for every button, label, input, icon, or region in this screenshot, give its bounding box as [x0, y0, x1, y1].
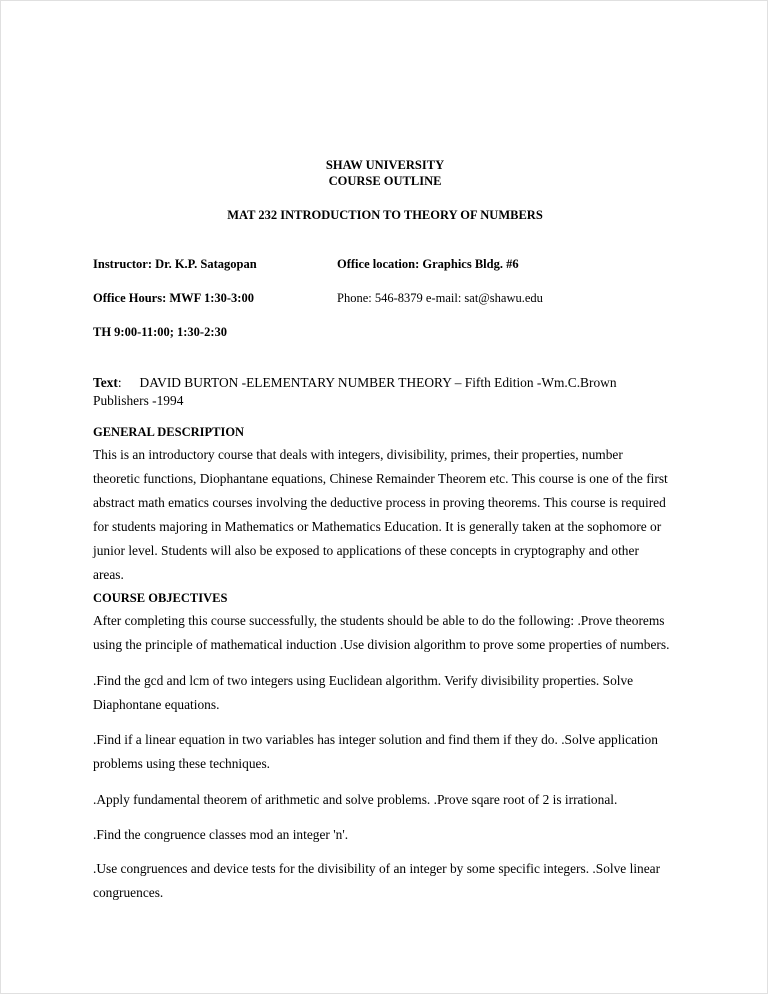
paragraph-line: .Use congruences and device tests for the divisibility of an integer by some specific integers. .Solve linear	[93, 861, 661, 876]
office-hours: Office Hours: MWF 1:30-3:00	[93, 291, 254, 305]
objectives-paragraph-5: .Find the congruence classes mod an integer 'n'.	[93, 827, 349, 842]
general-description-heading: GENERAL DESCRIPTION	[93, 425, 245, 439]
objectives-paragraph-3	[93, 728, 689, 776]
paragraph-line: This is an introductory course that deals with integers, divisibility, primes, their properties, number	[93, 447, 623, 462]
thursday-hours: TH 9:00-11:00; 1:30-2:30	[93, 325, 228, 339]
text-colon: :	[117, 375, 122, 390]
paragraph-line: junior level. Students will also be exposed to applications of these concepts in cryptography and other	[93, 543, 639, 558]
paragraph-line: .Find the gcd and lcm of two integers using Euclidean algorithm. Verify divisibility properties. Solve	[93, 673, 634, 688]
text-label: Text	[93, 375, 118, 390]
paragraph-line: problems using these techniques.	[93, 756, 271, 771]
document-title: COURSE OUTLINE	[328, 174, 442, 188]
paragraph-line: areas.	[93, 567, 124, 582]
paragraph-line: theoretic functions, Diophantane equations, Chinese Remainder Theorem etc. This course is one of the first	[93, 471, 668, 486]
textbook-title: DAVID BURTON -ELEMENTARY NUMBER THEORY – Fifth Edition -Wm.C.Brown	[139, 375, 617, 390]
course-objectives-heading: COURSE OBJECTIVES	[93, 591, 228, 605]
objectives-paragraph-6	[93, 857, 689, 905]
course-title: MAT 232 INTRODUCTION TO THEORY OF NUMBERS	[227, 208, 543, 222]
textbook-line-2: Publishers -1994	[93, 393, 184, 408]
paragraph-line: for students majoring in Mathematics or Mathematics Education. It is generally taken at the sophomore or	[93, 519, 662, 534]
paragraph-line: abstract math ematics courses involving the deductive process in proving theorems. This course is required	[93, 495, 666, 510]
contact-info: Phone: 546-8379 e-mail: sat@shawu.edu	[337, 291, 543, 305]
objectives-paragraph-1	[93, 609, 689, 657]
paragraph-line: .Find if a linear equation in two variables has integer solution and find them if they do. .Solve application	[93, 732, 658, 747]
objectives-paragraph-4: .Apply fundamental theorem of arithmetic and solve problems. .Prove sqare root of 2 is irrational.	[93, 792, 618, 807]
textbook-line-1	[93, 375, 693, 391]
paragraph-line: After completing this course successfully, the students should be able to do the following: .Prove theorems	[93, 613, 665, 628]
general-description-body	[93, 443, 689, 587]
instructor-name: Instructor: Dr. K.P. Satagopan	[93, 257, 257, 271]
paragraph-line: using the principle of mathematical induction .Use division algorithm to prove some properties of numbers.	[93, 637, 670, 652]
office-location: Office location: Graphics Bldg. #6	[337, 257, 519, 271]
objectives-paragraph-2	[93, 669, 689, 717]
university-name: SHAW UNIVERSITY	[325, 158, 445, 172]
paragraph-line: congruences.	[93, 885, 164, 900]
paragraph-line: Diaphontane equations.	[93, 697, 220, 712]
